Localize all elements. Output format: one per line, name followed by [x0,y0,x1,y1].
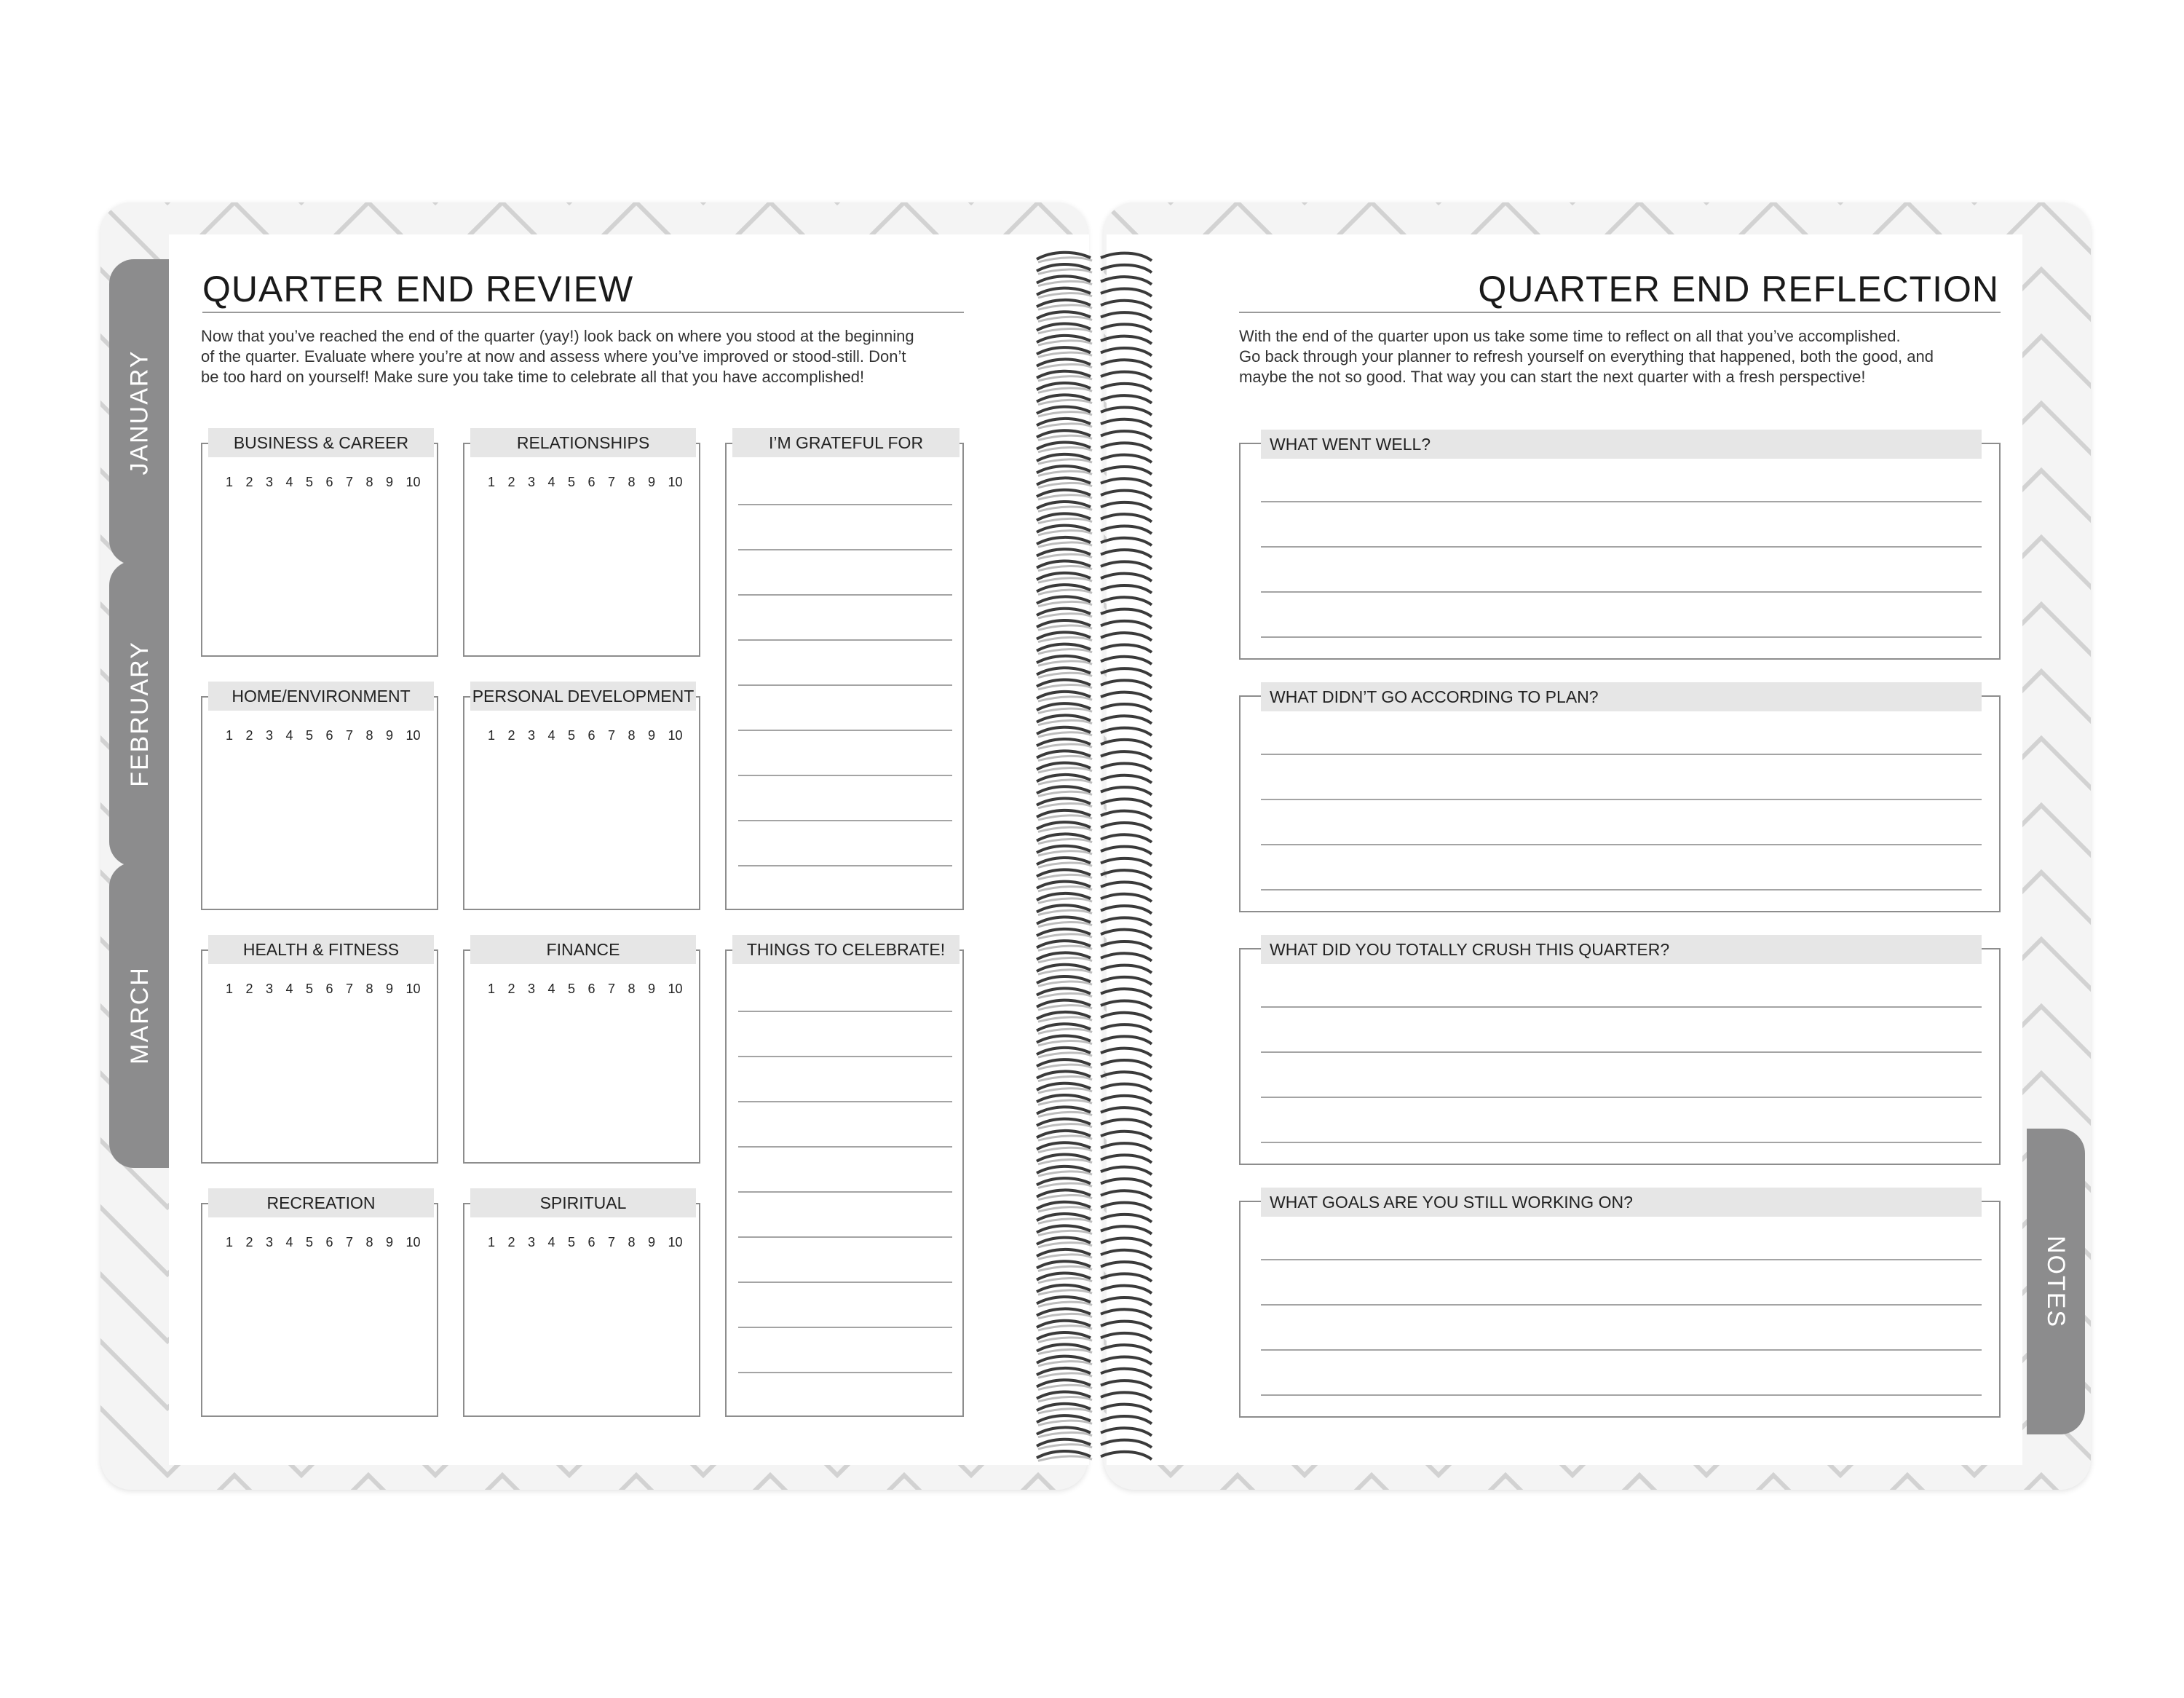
coil [1037,288,1152,298]
coil [1037,336,1152,345]
rating-box-label: SPIRITUAL [470,1188,696,1217]
coil [1037,656,1152,666]
coil [1037,490,1152,499]
coil [1037,1332,1152,1342]
rating-number[interactable]: 1 [488,982,496,996]
rating-box-relationships[interactable] [463,433,700,657]
coil [1037,668,1152,677]
rating-number[interactable]: 9 [386,475,394,489]
rating-number[interactable]: 1 [488,475,496,489]
coil [1037,1107,1152,1116]
writing-line[interactable] [738,1236,952,1238]
rating-scale [226,1235,426,1250]
rating-number[interactable]: 4 [547,982,555,996]
rating-number[interactable]: 10 [405,982,421,996]
rating-number[interactable]: 3 [266,1235,274,1249]
coil [1037,988,1152,998]
rating-box-business-career[interactable] [201,433,438,657]
rating-number[interactable]: 5 [306,982,314,996]
coil [1037,893,1152,903]
coil [1037,1297,1152,1306]
rating-box-finance[interactable] [463,939,700,1164]
intro-line: With the end of the quarter upon us take some time to reflect on all that you’ve accomplished. [1239,327,1901,345]
writing-line[interactable] [738,504,952,505]
coil [1037,786,1152,796]
rating-number[interactable]: 7 [608,475,616,489]
coil [1037,253,1152,262]
coil [1037,1036,1152,1046]
rating-scale [226,728,426,743]
grateful-box[interactable] [725,433,964,910]
rating-number[interactable]: 3 [528,475,536,489]
coil [1037,822,1152,832]
rating-number[interactable]: 7 [608,1235,616,1249]
rating-number[interactable]: 10 [405,475,421,489]
coil [1037,1380,1152,1389]
rating-box-label: PERSONAL DEVELOPMENT [470,682,696,711]
coil [1037,917,1152,927]
rating-number[interactable]: 5 [306,475,314,489]
grateful-label: I’M GRATEFUL FOR [732,428,960,457]
intro-line: Go back through your planner to refresh yourself on everything that happened, both the good, and [1239,347,1934,366]
coil [1037,1214,1152,1223]
coil [1037,513,1152,523]
coil [1037,834,1152,843]
rating-number[interactable]: 9 [386,728,394,743]
rating-number[interactable]: 6 [325,728,333,743]
writing-line[interactable] [1261,754,1982,755]
rating-number[interactable]: 7 [346,728,354,743]
coil [1037,419,1152,428]
rating-scale [488,728,688,743]
rating-number[interactable]: 4 [547,1235,555,1249]
writing-line[interactable] [1261,844,1982,845]
coil [1037,276,1152,285]
rating-number[interactable]: 3 [266,982,274,996]
rating-number[interactable]: 1 [226,1235,234,1249]
rating-number[interactable]: 6 [587,475,596,489]
coil [1037,1083,1152,1093]
rating-number[interactable]: 2 [507,728,515,743]
coil [1037,526,1152,535]
coil [1037,478,1152,487]
writing-line[interactable] [1261,1259,1982,1260]
writing-line[interactable] [1261,799,1982,800]
coil [1037,1415,1152,1425]
coil [1037,1166,1152,1176]
rating-number[interactable]: 6 [325,1235,333,1249]
rating-number[interactable]: 3 [266,475,274,489]
writing-line[interactable] [738,1327,952,1328]
coil [1037,1155,1152,1164]
rating-number[interactable]: 3 [266,728,274,743]
tab-notes[interactable] [2027,1129,2085,1434]
question-box-what-didn-t-go-according-to-plan[interactable] [1239,687,2001,912]
coil [1037,763,1152,773]
title-rule [202,312,964,313]
rating-number[interactable]: 5 [306,1235,314,1249]
coil [1037,573,1152,583]
rating-number[interactable]: 8 [365,475,373,489]
coil [1037,644,1152,654]
rating-number[interactable]: 6 [587,728,596,743]
coil [1037,1440,1152,1449]
rating-number[interactable]: 10 [668,728,683,743]
writing-line[interactable] [1261,636,1982,638]
coil [1037,1119,1152,1129]
coil [1037,1071,1152,1081]
writing-line[interactable] [1261,1142,1982,1143]
writing-line[interactable] [738,730,952,731]
rating-number[interactable]: 4 [285,1235,293,1249]
rating-box-recreation[interactable] [201,1193,438,1417]
coil [1037,383,1152,392]
rating-number[interactable]: 10 [668,982,683,996]
coil [1037,727,1152,737]
coil [1037,703,1152,713]
coil [1037,1131,1152,1140]
coil [1037,905,1152,915]
rating-number[interactable]: 2 [245,982,253,996]
coil [1037,347,1152,357]
coil [1037,407,1152,416]
question-label: WHAT WENT WELL? [1261,430,1982,459]
writing-line[interactable] [738,1372,952,1373]
coil [1037,1012,1152,1022]
rating-box-spiritual[interactable] [463,1193,700,1417]
rating-number[interactable]: 7 [346,982,354,996]
rating-box-label: HEALTH & FITNESS [208,935,434,964]
rating-number[interactable]: 9 [386,1235,394,1249]
writing-line[interactable] [738,1282,952,1283]
coil [1037,371,1152,381]
intro-line: maybe the not so good. That way you can start the next quarter with a fresh perspective! [1239,368,1866,386]
rating-scale [488,1235,688,1250]
coil [1037,965,1152,974]
coil [1037,1202,1152,1212]
rating-number[interactable]: 2 [245,475,253,489]
writing-line[interactable] [1261,889,1982,891]
rating-number[interactable]: 2 [507,982,515,996]
coil [1037,430,1152,440]
rating-number[interactable]: 5 [568,1235,576,1249]
rating-number[interactable]: 1 [488,728,496,743]
writing-line[interactable] [1261,1349,1982,1351]
coil [1037,596,1152,606]
rating-box-label: BUSINESS & CAREER [208,428,434,457]
coil [1037,632,1152,641]
rating-number[interactable]: 7 [608,728,616,743]
rating-number[interactable]: 10 [668,475,683,489]
writing-line[interactable] [738,820,952,821]
coil [1037,561,1152,571]
coil [1037,1427,1152,1437]
question-label: WHAT DIDN’T GO ACCORDING TO PLAN? [1261,682,1982,711]
rating-box-label: FINANCE [470,935,696,964]
writing-line[interactable] [1261,1304,1982,1306]
tab-march-label: MARCH [125,966,154,1065]
rating-box-personal-development[interactable] [463,686,700,910]
coil [1037,395,1152,404]
page-title: QUARTER END REFLECTION [1478,269,1999,309]
coil [1037,1190,1152,1199]
rating-number[interactable]: 8 [365,982,373,996]
rating-number[interactable]: 9 [648,1235,656,1249]
coil [1037,1249,1152,1259]
rating-number[interactable]: 2 [507,475,515,489]
rating-number[interactable]: 4 [285,475,293,489]
rating-number[interactable]: 6 [587,1235,596,1249]
rating-number[interactable]: 3 [528,1235,536,1249]
coil [1037,1261,1152,1271]
intro-text [1239,326,2011,387]
rating-number[interactable]: 4 [285,982,293,996]
rating-number[interactable]: 7 [346,475,354,489]
celebrate-box[interactable] [725,939,964,1417]
rating-number[interactable]: 8 [365,1235,373,1249]
tab-january[interactable] [109,259,170,565]
rating-number[interactable]: 9 [648,982,656,996]
rating-number[interactable]: 2 [507,1235,515,1249]
intro-line: of the quarter. Evaluate where you’re at now and assess where you’ve improved or stood-still. Don’t [201,347,906,366]
coil [1037,1274,1152,1283]
coil [1037,1059,1152,1069]
rating-scale [488,982,688,997]
rating-number[interactable]: 5 [568,475,576,489]
coil [1037,751,1152,760]
rating-number[interactable]: 7 [346,1235,354,1249]
rating-box-label: RELATIONSHIPS [470,428,696,457]
writing-line[interactable] [1261,501,1982,502]
coil [1037,1451,1152,1461]
writing-line[interactable] [1261,1006,1982,1008]
coil [1037,300,1152,309]
rating-number[interactable]: 4 [285,728,293,743]
coil [1037,1404,1152,1413]
coil [1037,1368,1152,1378]
rating-box-home-environment[interactable] [201,686,438,910]
coil [1037,466,1152,475]
rating-box-label: HOME/ENVIRONMENT [208,682,434,711]
rating-number[interactable]: 8 [365,728,373,743]
rating-number[interactable]: 9 [648,728,656,743]
coil [1037,1392,1152,1402]
page-title: QUARTER END REVIEW [202,269,634,309]
coil [1037,692,1152,701]
rating-scale [226,982,426,997]
writing-line[interactable] [738,865,952,866]
coil [1037,1285,1152,1295]
question-box-what-goals-are-you-still-working-on[interactable] [1239,1192,2001,1418]
coil [1037,858,1152,867]
rating-number[interactable]: 2 [245,1235,253,1249]
rating-number[interactable]: 8 [628,728,636,743]
coil [1037,1225,1152,1235]
coil [1037,799,1152,808]
question-box-what-did-you-totally-crush-this-quarter[interactable] [1239,939,2001,1165]
intro-line: Now that you’ve reached the end of the quarter (yay!) look back on where you stood at the beginning [201,327,914,345]
coil [1037,1095,1152,1105]
rating-number[interactable]: 8 [628,1235,636,1249]
rating-number[interactable]: 8 [628,982,636,996]
writing-line[interactable] [1261,1394,1982,1396]
rating-box-health-fitness[interactable] [201,939,438,1164]
rating-number[interactable]: 8 [628,475,636,489]
writing-line[interactable] [738,549,952,550]
coil [1037,846,1152,856]
coil [1037,454,1152,464]
rating-scale [488,475,688,490]
writing-line[interactable] [738,1056,952,1057]
writing-line[interactable] [738,775,952,776]
tab-january-label: JANUARY [125,349,154,475]
coil [1037,775,1152,784]
rating-number[interactable]: 6 [325,475,333,489]
rating-number[interactable]: 5 [568,728,576,743]
rating-number[interactable]: 6 [325,982,333,996]
coil [1037,1238,1152,1247]
tab-february[interactable] [109,561,170,866]
writing-line[interactable] [1261,1097,1982,1098]
coil [1037,680,1152,690]
rating-number[interactable]: 1 [226,982,234,996]
rating-number[interactable]: 2 [245,728,253,743]
coil [1037,549,1152,558]
writing-line[interactable] [738,594,952,596]
coil [1037,1308,1152,1318]
coil [1037,324,1152,333]
coil [1037,1357,1152,1366]
writing-line[interactable] [738,1101,952,1102]
coil [1037,537,1152,547]
coil [1037,1048,1152,1057]
intro-line: be too hard on yourself! Make sure you take time to celebrate all that you have accomplished! [201,368,865,386]
rating-number[interactable]: 3 [528,728,536,743]
question-label: WHAT GOALS ARE YOU STILL WORKING ON? [1261,1188,1982,1217]
coil [1037,1024,1152,1033]
writing-line[interactable] [738,639,952,641]
writing-line[interactable] [738,684,952,686]
coil [1037,869,1152,879]
coil [1037,952,1152,962]
rating-number[interactable]: 1 [226,728,234,743]
title-rule [1239,312,2001,313]
coil [1037,882,1152,891]
tab-february-label: FEBRUARY [125,640,154,787]
coil [1037,1321,1152,1330]
intro-text [201,326,987,387]
writing-line[interactable] [1261,591,1982,593]
rating-number[interactable]: 1 [488,1235,496,1249]
writing-line[interactable] [738,1191,952,1193]
rating-number[interactable]: 1 [226,475,234,489]
rating-number[interactable]: 4 [547,728,555,743]
writing-line[interactable] [1261,1051,1982,1053]
coil [1037,609,1152,618]
coil [1037,359,1152,368]
rating-number[interactable]: 4 [547,475,555,489]
spiral-binding [1031,240,1159,1464]
tab-notes-label: NOTES [2042,1235,2070,1328]
coil [1037,739,1152,749]
rating-number[interactable]: 5 [568,982,576,996]
rating-number[interactable]: 3 [528,982,536,996]
rating-number[interactable]: 5 [306,728,314,743]
writing-line[interactable] [1261,546,1982,548]
question-label: WHAT DID YOU TOTALLY CRUSH THIS QUARTER? [1261,935,1982,964]
coil [1037,264,1152,274]
coil [1037,1344,1152,1354]
coil [1037,502,1152,511]
rating-number[interactable]: 10 [668,1235,683,1249]
rating-number[interactable]: 6 [587,982,596,996]
coil [1037,1000,1152,1010]
coil [1037,312,1152,321]
writing-line[interactable] [738,1011,952,1012]
question-box-what-went-well[interactable] [1239,434,2001,660]
coil [1037,585,1152,594]
coil [1037,1142,1152,1152]
tab-march[interactable] [109,862,170,1168]
coil [1037,976,1152,986]
rating-number[interactable]: 10 [405,1235,421,1249]
coil [1037,620,1152,630]
rating-number[interactable]: 10 [405,728,421,743]
coil [1037,443,1152,452]
celebrate-label: THINGS TO CELEBRATE! [732,935,960,964]
coil [1037,810,1152,820]
rating-number[interactable]: 7 [608,982,616,996]
coil [1037,1178,1152,1188]
writing-line[interactable] [738,1146,952,1148]
rating-box-label: RECREATION [208,1188,434,1217]
coil [1037,929,1152,939]
rating-number[interactable]: 9 [386,982,394,996]
coil [1037,715,1152,724]
coil [1037,941,1152,950]
rating-number[interactable]: 9 [648,475,656,489]
rating-scale [226,475,426,490]
